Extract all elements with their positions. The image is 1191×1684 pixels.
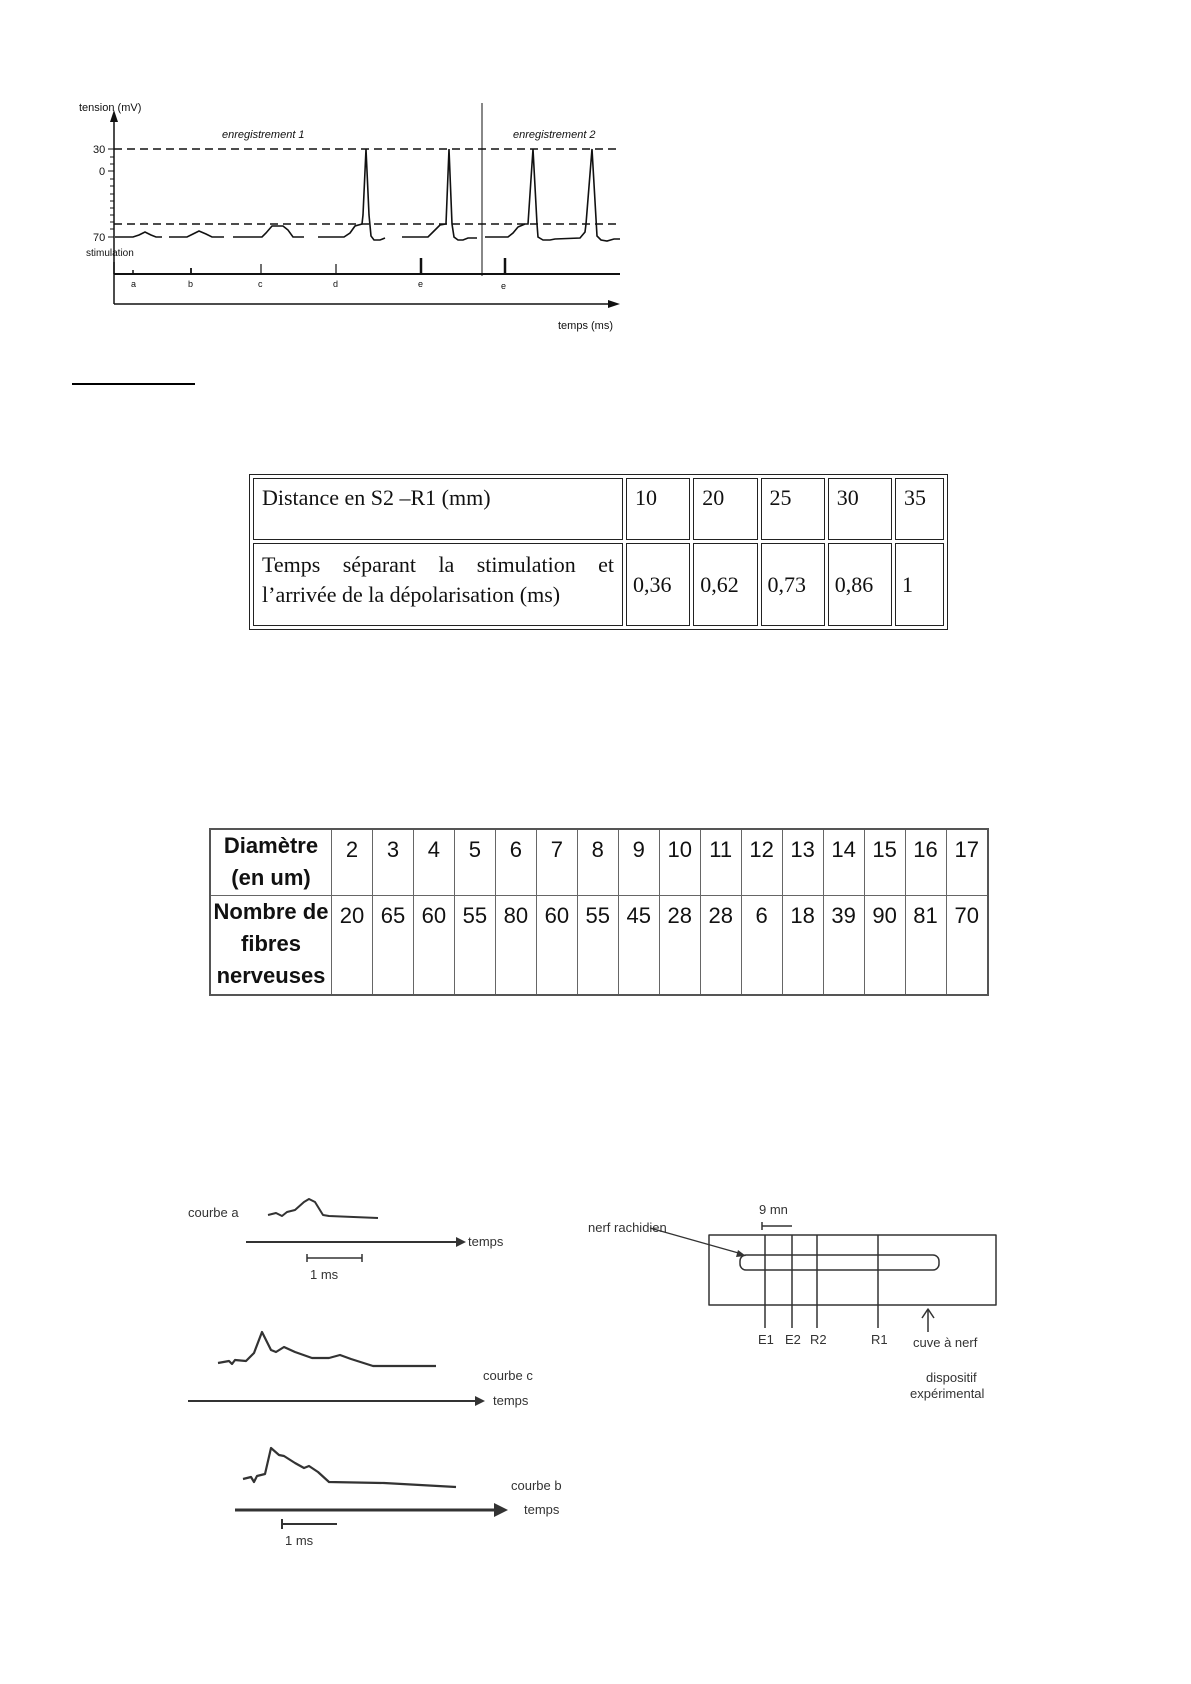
table-cell: 81	[905, 895, 946, 995]
electrodes	[765, 1235, 878, 1328]
electrode-label: R2	[810, 1332, 827, 1347]
table-cell: 0,73	[761, 543, 825, 626]
table-cell: 13	[782, 829, 823, 895]
table-cell: 30	[828, 478, 892, 540]
table-cell: 60	[536, 895, 577, 995]
table-cell: 28	[659, 895, 700, 995]
time-label: temps	[524, 1502, 560, 1517]
table-cell: 0,36	[626, 543, 690, 626]
arrow-icon	[475, 1396, 485, 1406]
table-cell: 65	[372, 895, 413, 995]
table-cell: 39	[823, 895, 864, 995]
table-cell: 0,62	[693, 543, 757, 626]
table-row	[210, 829, 988, 895]
table-cell: 45	[618, 895, 659, 995]
table-cell: 0,86	[828, 543, 892, 626]
table-cell: 5	[454, 829, 495, 895]
table-cell: 20	[693, 478, 757, 540]
distance-label: 9 mn	[759, 1202, 788, 1217]
table-cell: 6	[495, 829, 536, 895]
table-cell: 20	[332, 895, 373, 995]
table-cell: 90	[864, 895, 905, 995]
fiber-diameter-table	[209, 828, 989, 996]
arrow-icon	[494, 1503, 508, 1517]
table-cell: 14	[823, 829, 864, 895]
nerve-pointer-line	[650, 1228, 742, 1254]
table-cell: 80	[495, 895, 536, 995]
table-cell: 55	[454, 895, 495, 995]
table-cell: 10	[659, 829, 700, 895]
nerve-label: nerf rachidien	[588, 1220, 667, 1235]
curve-c-trace	[218, 1332, 436, 1366]
curve-b-trace	[243, 1448, 456, 1487]
trace-e2	[485, 149, 620, 241]
stimulation-label: stimulation	[86, 248, 134, 259]
spinal-nerve	[740, 1255, 939, 1270]
nerve-tank	[709, 1235, 996, 1305]
conduction-time-table	[249, 474, 948, 630]
stimulus-label: b	[188, 279, 194, 289]
membrane-traces	[115, 149, 620, 241]
trace-e1	[402, 149, 477, 240]
recording-2-label: enregistrement 2	[513, 129, 596, 141]
caption-line-1: dispositif	[926, 1370, 977, 1385]
table-cell: 1	[895, 543, 944, 626]
scale-label: 1 ms	[285, 1533, 314, 1548]
recording-1-label: enregistrement 1	[222, 129, 305, 141]
arrow-icon	[736, 1250, 746, 1257]
row-header: Temps séparant la stimulation et l’arrivée de la dépolarisation (ms)	[253, 543, 623, 626]
table-cell: 10	[626, 478, 690, 540]
table-cell: 4	[413, 829, 454, 895]
table-cell: 70	[946, 895, 988, 995]
table-cell: 9	[618, 829, 659, 895]
table-cell: 35	[895, 478, 944, 540]
time-label: temps	[493, 1393, 529, 1408]
curve-a-label: courbe a	[188, 1205, 239, 1220]
stimulus-label: d	[333, 279, 339, 289]
table-cell: 8	[577, 829, 618, 895]
table-cell: 15	[864, 829, 905, 895]
curve-c-label: courbe c	[483, 1368, 533, 1383]
table-cell: 7	[536, 829, 577, 895]
table-cell: 3	[372, 829, 413, 895]
stimulus-marks	[133, 258, 505, 274]
time-label: temps	[468, 1234, 504, 1249]
electrode-label: E2	[785, 1332, 801, 1347]
table-cell: 11	[700, 829, 741, 895]
row-header: Diamètre (en um)	[210, 829, 332, 895]
table-cell: 25	[761, 478, 825, 540]
section-underline	[72, 383, 195, 385]
table-row	[253, 478, 944, 540]
tank-label: cuve à nerf	[913, 1335, 978, 1350]
trace-b	[169, 231, 224, 237]
table-cell: 2	[332, 829, 373, 895]
arrow-icon	[456, 1237, 466, 1247]
table-cell: 18	[782, 895, 823, 995]
y-axis-label: tension (mV)	[79, 102, 142, 114]
y-tick-0: 0	[99, 166, 106, 178]
stimulus-label: e	[501, 281, 507, 291]
table-cell: 6	[741, 895, 782, 995]
trace-c	[233, 226, 304, 237]
electrode-label: R1	[871, 1332, 888, 1347]
table-cell: 55	[577, 895, 618, 995]
row-header: Nombre de fibres nerveuses	[210, 895, 332, 995]
trace-a	[115, 232, 162, 237]
y-tick-30: 30	[93, 144, 106, 156]
curve-b-label: courbe b	[511, 1478, 562, 1493]
table-cell: 12	[741, 829, 782, 895]
trace-d	[318, 149, 385, 240]
table-row	[210, 895, 988, 995]
stimulus-label: e	[418, 279, 424, 289]
scale-label: 1 ms	[310, 1267, 339, 1282]
table-cell: 28	[700, 895, 741, 995]
stimulus-label: c	[258, 279, 263, 289]
time-axis-arrow-icon	[608, 300, 620, 308]
caption-line-2: expérimental	[910, 1386, 985, 1401]
x-axis-label: temps (ms)	[558, 320, 613, 332]
table-cell: 17	[946, 829, 988, 895]
row-header: Distance en S2 –R1 (mm)	[253, 478, 623, 540]
table-cell: 16	[905, 829, 946, 895]
stimulus-label: a	[131, 279, 137, 289]
table-cell: 60	[413, 895, 454, 995]
curve-a-trace	[268, 1199, 378, 1218]
recording-graph	[0, 0, 1191, 420]
table-row	[253, 543, 944, 626]
y-tick-70: 70	[93, 232, 106, 244]
electrode-label: E1	[758, 1332, 774, 1347]
